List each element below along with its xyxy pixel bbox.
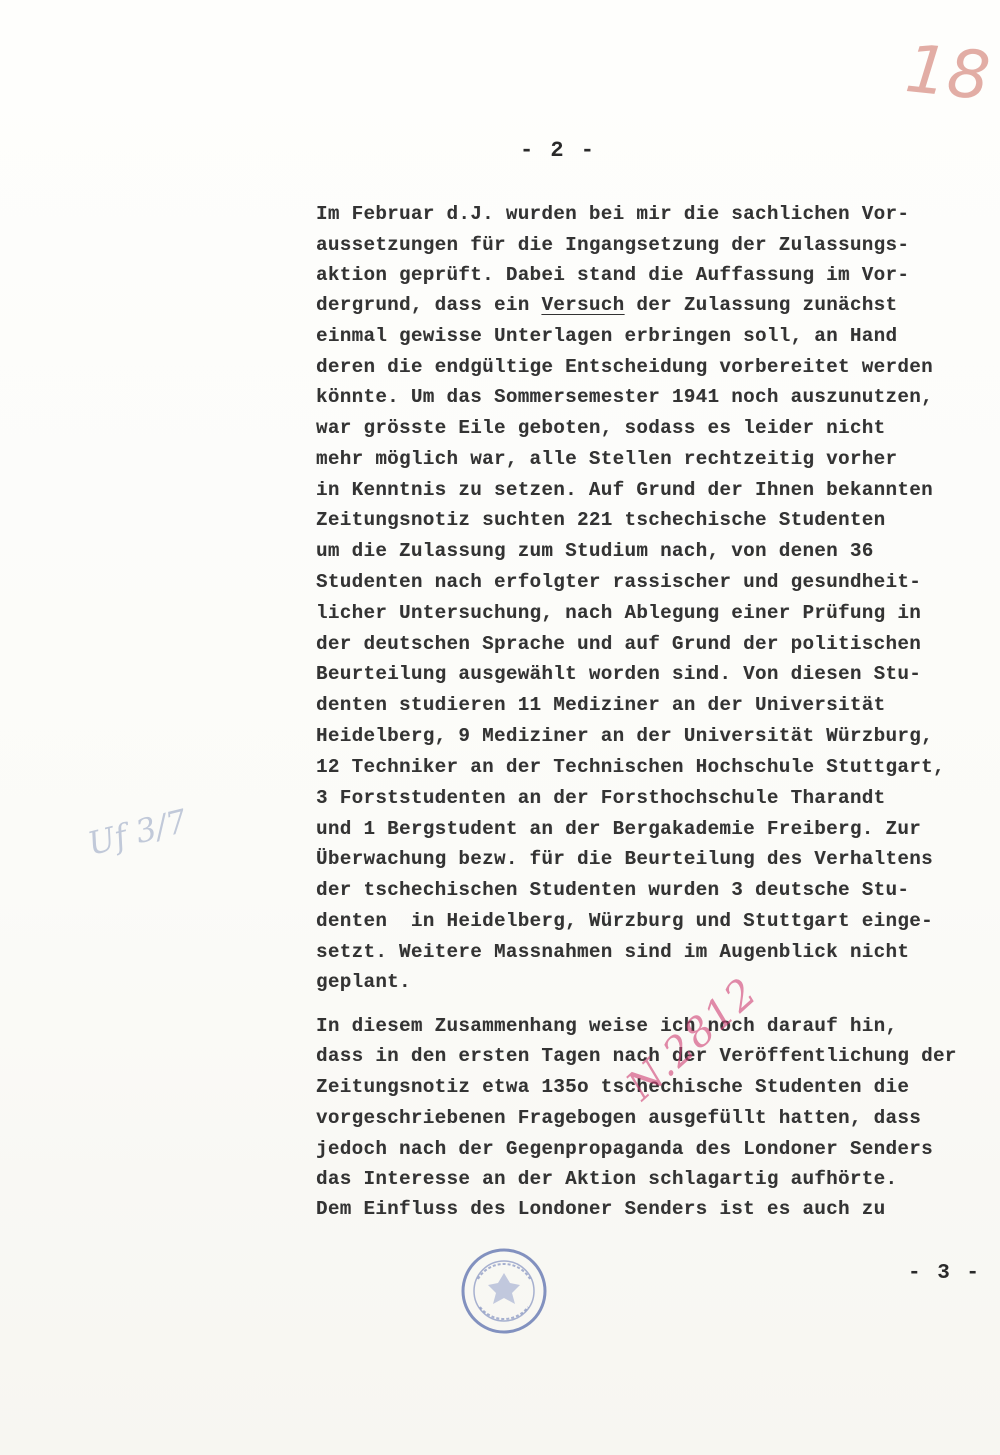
text-line: Überwachung bezw. für die Beurteilung des Verhaltens <box>316 848 933 870</box>
text-line: geplant. <box>316 971 411 993</box>
text-line: dass in den ersten Tagen nach der Veröffentlichung der <box>316 1045 957 1067</box>
text-line: Heidelberg, 9 Mediziner an der Universität Würzburg, <box>316 725 933 747</box>
text-line: denten studieren 11 Mediziner an der Universität <box>316 694 886 716</box>
text-line: mehr möglich war, alle Stellen rechtzeitig vorher <box>316 448 898 470</box>
page-number: - 2 - <box>520 138 597 163</box>
text-line: einmal gewisse Unterlagen erbringen soll, an Hand <box>316 325 898 347</box>
text-line: vorgeschriebenen Fragebogen ausgefüllt hatten, dass <box>316 1107 922 1129</box>
text-line: 12 Techniker an der Technischen Hochschule Stuttgart, <box>316 756 945 778</box>
text-segment: der Zulassung zunächst <box>624 294 898 316</box>
text-line: das Interesse an der Aktion schlagartig aufhörte. <box>316 1168 898 1190</box>
text-line: setzt. Weitere Massnahmen sind im Augenblick nicht <box>316 941 910 963</box>
catchword-next-page: - 3 - <box>908 1262 982 1285</box>
text-line: Zeitungsnotiz suchten 221 tschechische Studenten <box>316 509 886 531</box>
handwritten-folio-number: 18 <box>901 30 994 116</box>
text-segment: dergrund, dass ein <box>316 294 542 316</box>
underlined-word: Versuch <box>541 294 625 316</box>
text-line-with-underline <box>316 294 897 316</box>
text-line: jedoch nach der Gegenpropaganda des Londoner Senders <box>316 1138 933 1160</box>
text-line: Beurteilung ausgewählt worden sind. Von diesen Stu- <box>316 663 922 685</box>
handwritten-margin-mark: Uf 3/7 <box>84 801 191 863</box>
text-line: aussetzungen für die Ingangsetzung der Zulassungs- <box>316 234 910 256</box>
text-line: In diesem Zusammenhang weise ich noch darauf hin, <box>316 1015 898 1037</box>
text-line: aktion geprüft. Dabei stand die Auffassung im Vor- <box>316 264 910 286</box>
text-line: war grösste Eile geboten, sodass es leider nicht <box>316 417 886 439</box>
text-line: deren die endgültige Entscheidung vorbereitet werden <box>316 356 933 378</box>
red-registry-stamp: N.2812 <box>618 968 767 1110</box>
archive-seal-stamp <box>458 1245 550 1337</box>
text-line: könnte. Um das Sommersemester 1941 noch auszunutzen, <box>316 386 933 408</box>
text-line: Im Februar d.J. wurden bei mir die sachlichen Vor- <box>316 203 910 225</box>
text-line: in Kenntnis zu setzen. Auf Grund der Ihnen bekannten <box>316 479 933 501</box>
text-line: der tschechischen Studenten wurden 3 deutsche Stu- <box>316 879 910 901</box>
text-line: der deutschen Sprache und auf Grund der politischen <box>316 633 922 655</box>
text-line: Zeitungsnotiz etwa 135o tschechische Studenten die <box>316 1076 910 1098</box>
text-line: und 1 Bergstudent an der Bergakademie Freiberg. Zur <box>316 818 922 840</box>
text-line: Dem Einfluss des Londoner Senders ist es auch zu <box>316 1198 886 1220</box>
text-line: 3 Forststudenten an der Forsthochschule Tharandt <box>316 787 886 809</box>
text-line: um die Zulassung zum Studium nach, von denen 36 <box>316 540 874 562</box>
text-line: denten in Heidelberg, Würzburg und Stuttgart einge- <box>316 910 933 932</box>
text-line: licher Untersuchung, nach Ablegung einer Prüfung in <box>316 602 922 624</box>
text-line: Studenten nach erfolgter rassischer und gesundheit- <box>316 571 922 593</box>
